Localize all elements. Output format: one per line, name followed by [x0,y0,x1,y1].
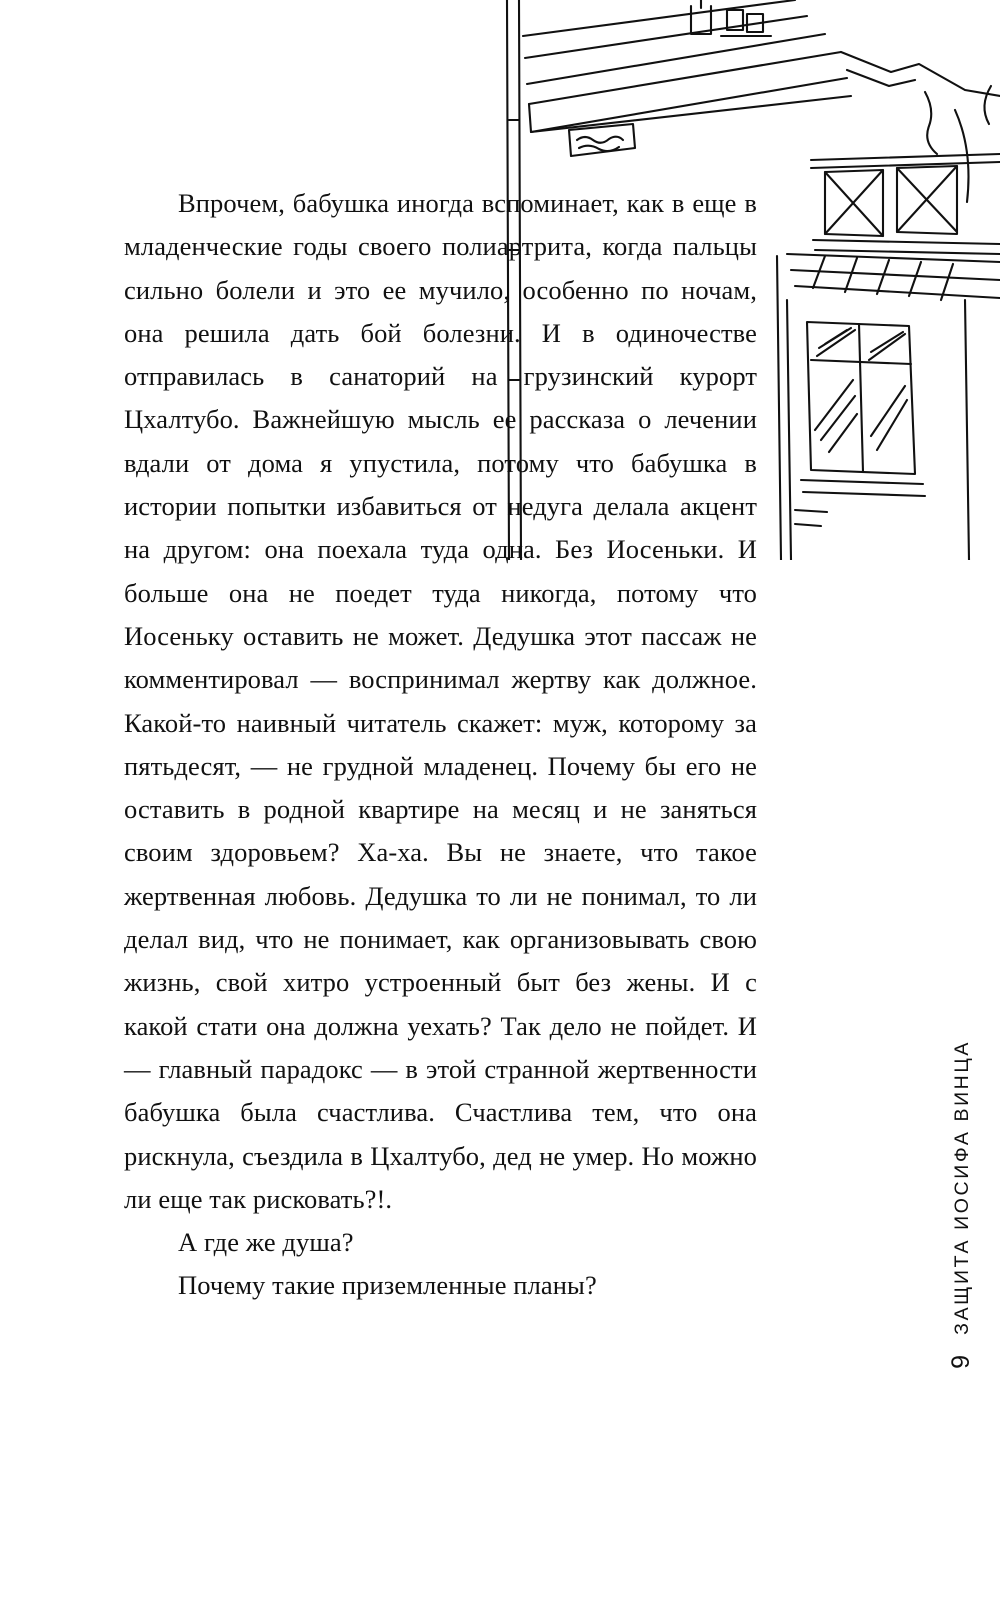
paragraph: Впрочем, бабушка иногда вспоминает, как в еще в младенческие годы своего полиартрита, когда пальцы сильно болели и это ее мучило, особенно по ночам, она решила дать бой болезни. И в одиночестве отправилась в санаторий на грузинский курорт Цхалтубо. Важнейшую мысль ее рассказа о лечении вдали от дома я упустила, потому что бабушка в истории попытки избавиться от недуга делала акцент на другом: она поехала туда одна. Без Иосеньки. И больше она не поедет туда никогда, потому что Иосеньку оставить не может. Дедушка этот пассаж не комментировал — воспринимал жертву как должное. Какой-то наивный читатель скажет: муж, которому за пятьдесят, — не грудной младенец. Почему бы его не оставить в родной квартире на месяц и не заняться своим здоровьем? Ха-ха. Вы не знаете, что такое жертвенная любовь. Дедушка то ли не понимал, то ли делал вид, что не понимает, как организовывать свою жизнь, свой хитро устроенный быт без жены. И с какой стати она должна уехать? Так дело не пойдет. И — главный парадокс — в этой странной жертвенности бабушка была счастлива. Счастлива тем, что она рискнула, съездила в Цхалтубо, дед не умер. Но можно ли еще так рисковать?!. [124,188,757,1214]
running-head [951,1040,974,1340]
paragraph: А где же душа? [178,1227,354,1258]
page-number [947,1355,976,1374]
page-number-text: 9 [947,1355,975,1369]
running-head-text: ЗАЩИТА ИОСИФА ВИНЦА [951,1040,973,1335]
paragraph: Почему такие приземленные планы? [178,1270,597,1301]
body-text-column [124,182,757,1308]
